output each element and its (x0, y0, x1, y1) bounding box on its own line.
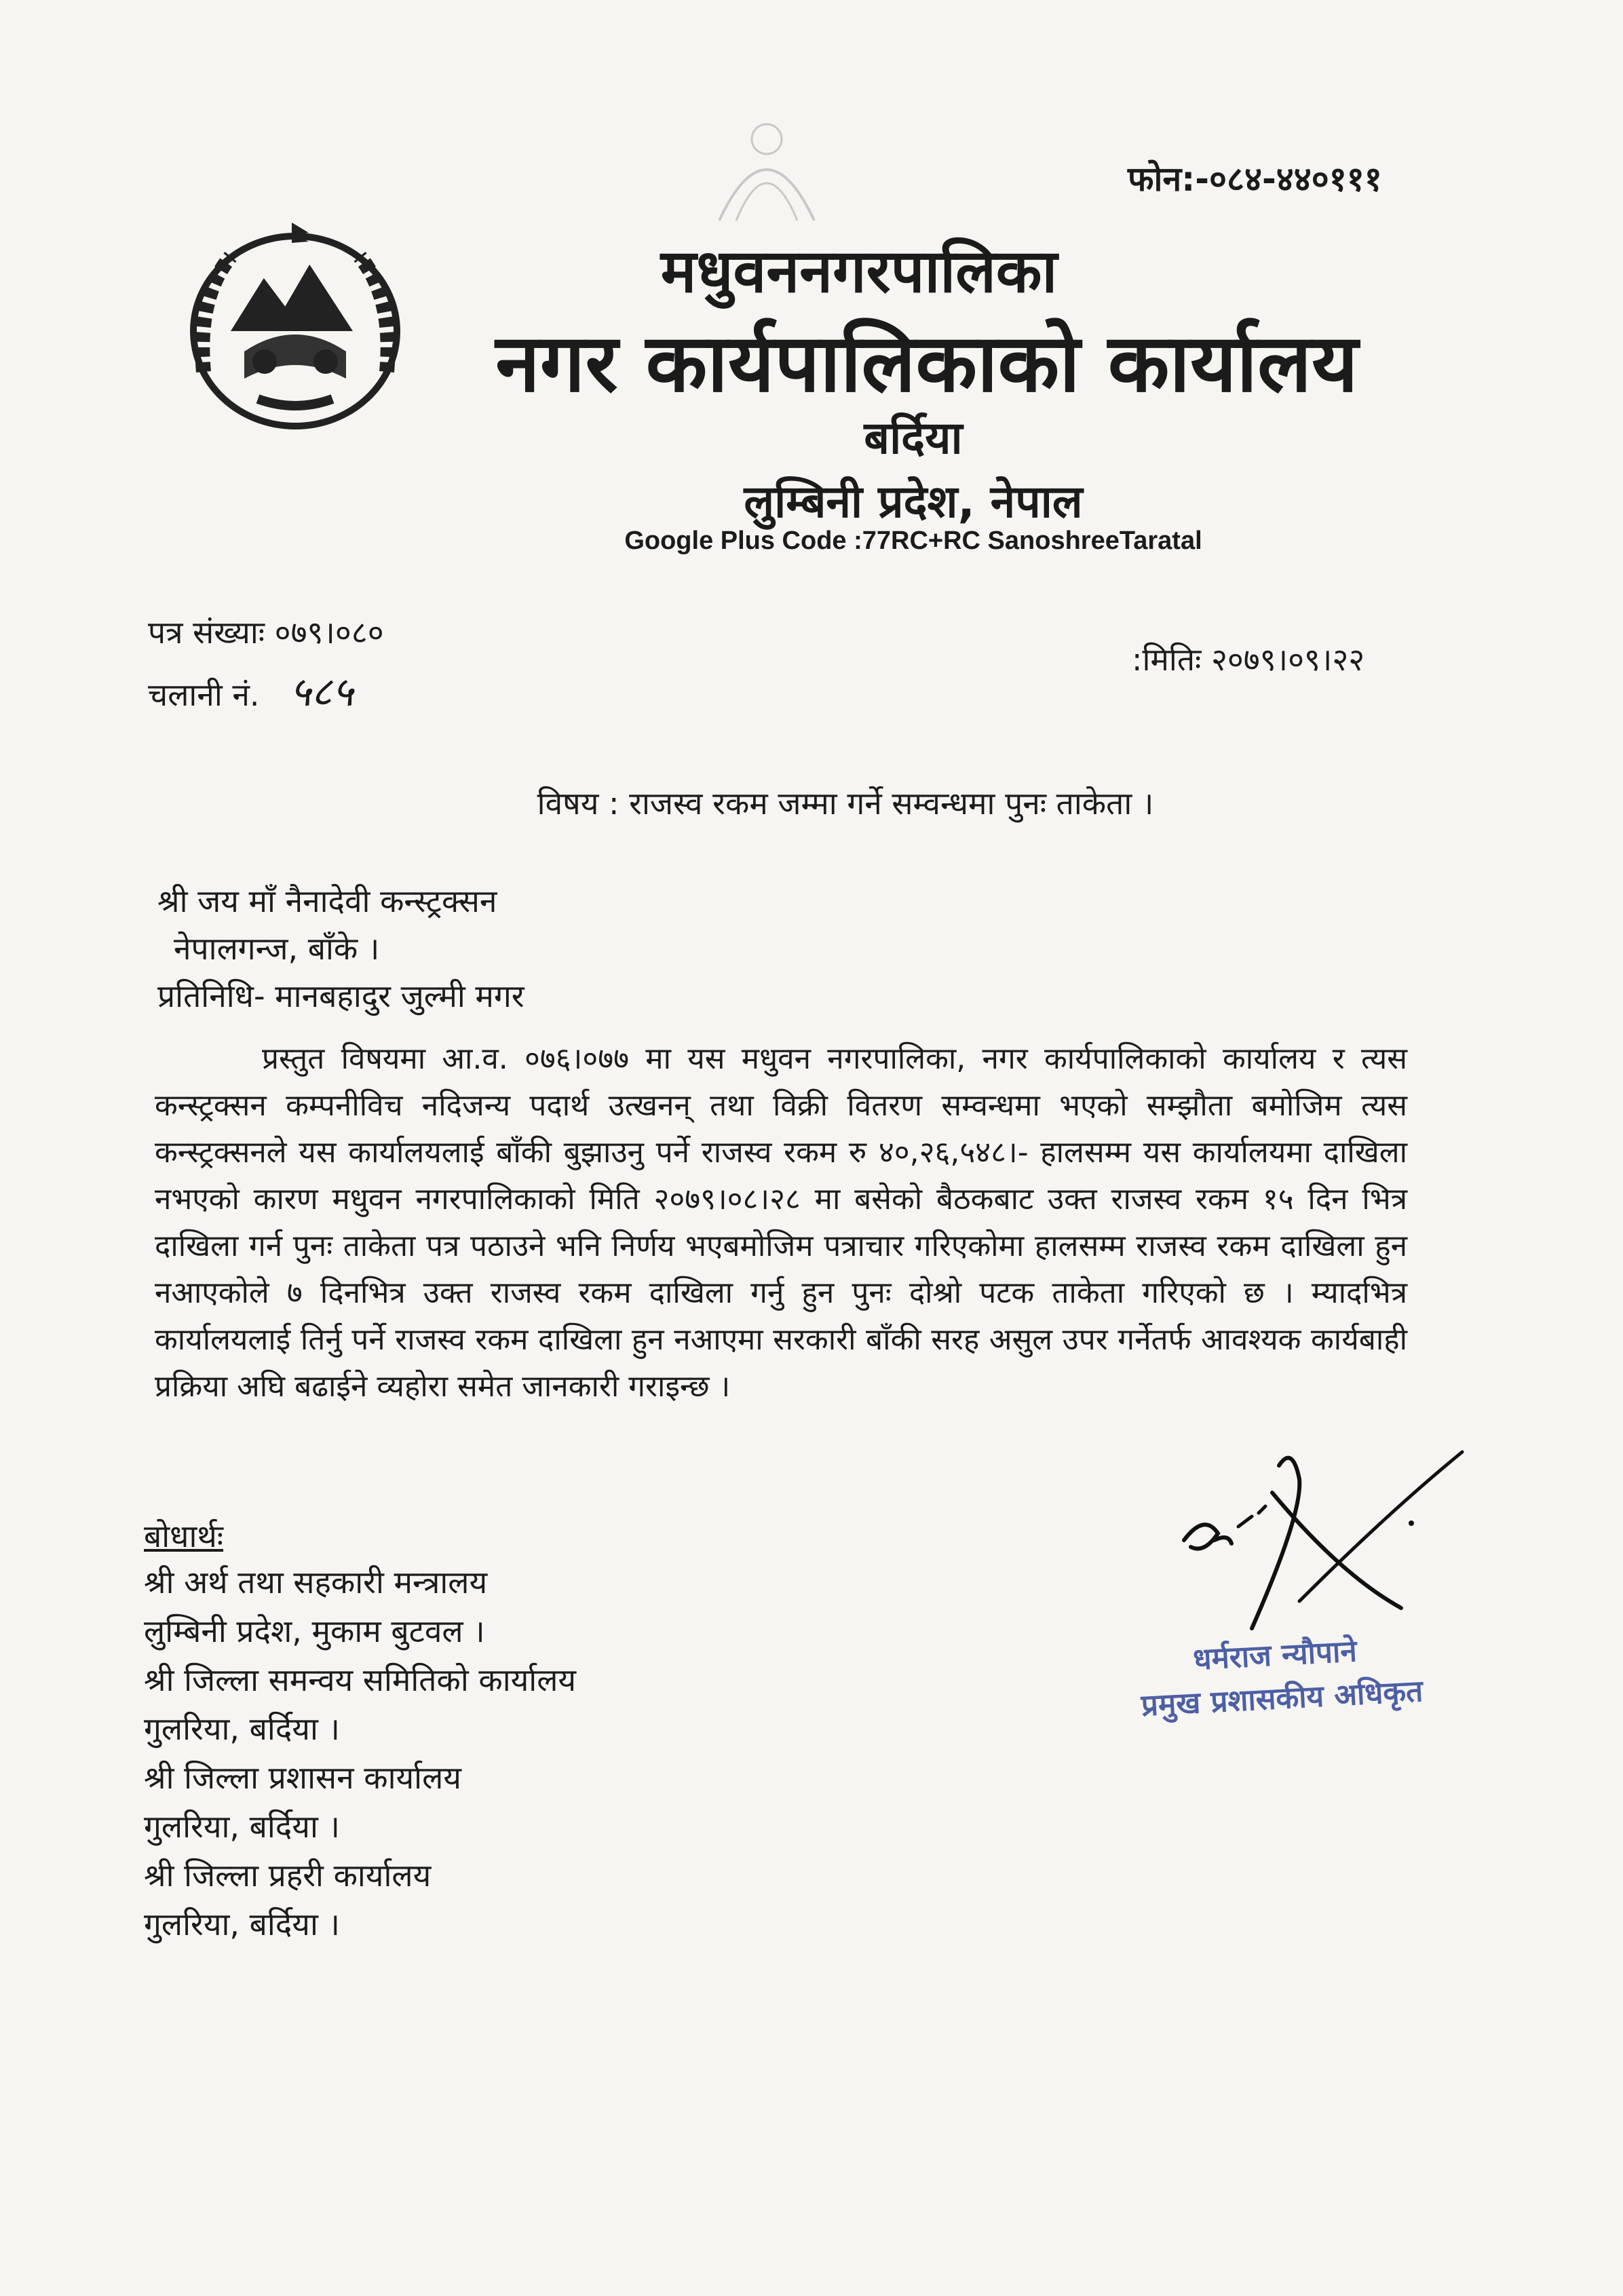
letter-body: प्रस्तुत विषयमा आ.व. ०७६।०७७ मा यस मधुवन नगरपालिका, नगर कार्यपालिकाको कार्यालय र त्यस कन्स्ट्रक्सन कम्पनीविच नदिजन्य पदार्थ उत्खनन् तथा विक्री वितरण सम्वन्धमा भएको सम्झौता बमोजिम त्यस कन्स्ट्रक्सनले यस कार्यालयलाई बाँकी बुझाउनु पर्ने राजस्व रकम रु ४०,२६,५४८।- हालसम्म यस कार्यालयमा दाखिला नभएको कारण मधुवन नगरपालिकाको मिति २०७९।०८।२८ मा बसेको बैठकबाट उक्त राजस्व रकम १५ दिन भित्र दाखिला गर्न पुनः ताकेता पत्र पठाउने भनि निर्णय भएबमोजिम पत्राचार गरिएकोमा हालसम्म राजस्व रकम दाखिला हुन नआएकोले ७ दिनभित्र उक्त राजस्व रकम दाखिला गर्नु हुन पुनः दोश्रो पटक ताकेता गरिएको छ । म्यादभित्र कार्यालयलाई तिर्नु पर्ने राजस्व रकम दाखिला हुन नआएमा सरकारी बाँकी सरह असुल उपर गर्नेतर्फ आवश्यक कार्यबाही प्रक्रिया अघि बढाईने व्यहोरा समेत जानकारी गराइन्छ । (155, 1041, 1407, 1404)
copy-to-line: श्री अर्थ तथा सहकारी मन्त्रालय (144, 1564, 488, 1601)
copy-to-line: श्री जिल्ला समन्वय समितिको कार्यालय (144, 1662, 577, 1698)
letter-number: पत्र संख्याः ०७९।०८० (148, 614, 384, 651)
recipient-name: श्री जय माँ नैनादेवी कन्स्ट्रक्सन (157, 883, 497, 919)
copy-to-line: गुलरिया, बर्दिया । (144, 1710, 340, 1747)
watermark-emblem-icon (679, 92, 855, 241)
official-stamp (1138, 1626, 1424, 1728)
letter-date: :मितिः २०७९।०९।२२ (1132, 641, 1365, 678)
dispatch-number-line (148, 662, 354, 718)
handwritten-signature (1164, 1438, 1476, 1642)
municipality-name: मधुवननगरपालिका (660, 236, 1058, 306)
copy-to-line: श्री जिल्ला प्रशासन कार्यालय (144, 1759, 461, 1796)
office-name: नगर कार्यपालिकाको कार्यालय (495, 316, 1358, 410)
recipient-representative: प्रतिनिधि- मानबहादुर जुल्मी मगर (157, 978, 524, 1014)
recipient-address: नेपालगन्ज, बाँके । (174, 930, 380, 967)
copy-to-line: गुलरिया, बर्दिया । (144, 1808, 340, 1845)
district-name: बर्दिया (864, 412, 963, 464)
province-name: लुम्बिनी प्रदेश, नेपाल (744, 476, 1083, 528)
copy-to-list (144, 1558, 576, 1949)
dispatch-label: चलानी नं. (148, 676, 260, 713)
letter-subject: विषय : राजस्व रकम जम्मा गर्ने सम्वन्धमा पुनः ताकेता । (537, 785, 1154, 822)
google-plus-code: Google Plus Code :77RC+RC SanoshreeTaratal (624, 527, 1202, 555)
copy-to-title: बोधार्थः (144, 1518, 224, 1554)
phone-number: फोन:-०८४-४४०१११ (1128, 159, 1382, 199)
stamp-officer-title: प्रमुख प्रशासकीय अधिकृत (1140, 1674, 1424, 1723)
copy-to-line: श्री जिल्ला प्रहरी कार्यालय (144, 1857, 432, 1894)
dispatch-number: ५८५ (290, 668, 354, 716)
copy-to-line: लुम्बिनी प्रदेश, मुकाम बुटवल । (144, 1613, 485, 1649)
copy-to-line: गुलरिया, बर्दिया । (144, 1906, 340, 1943)
stamp-officer-name: धर्मराज न्यौपाने (1192, 1634, 1358, 1677)
